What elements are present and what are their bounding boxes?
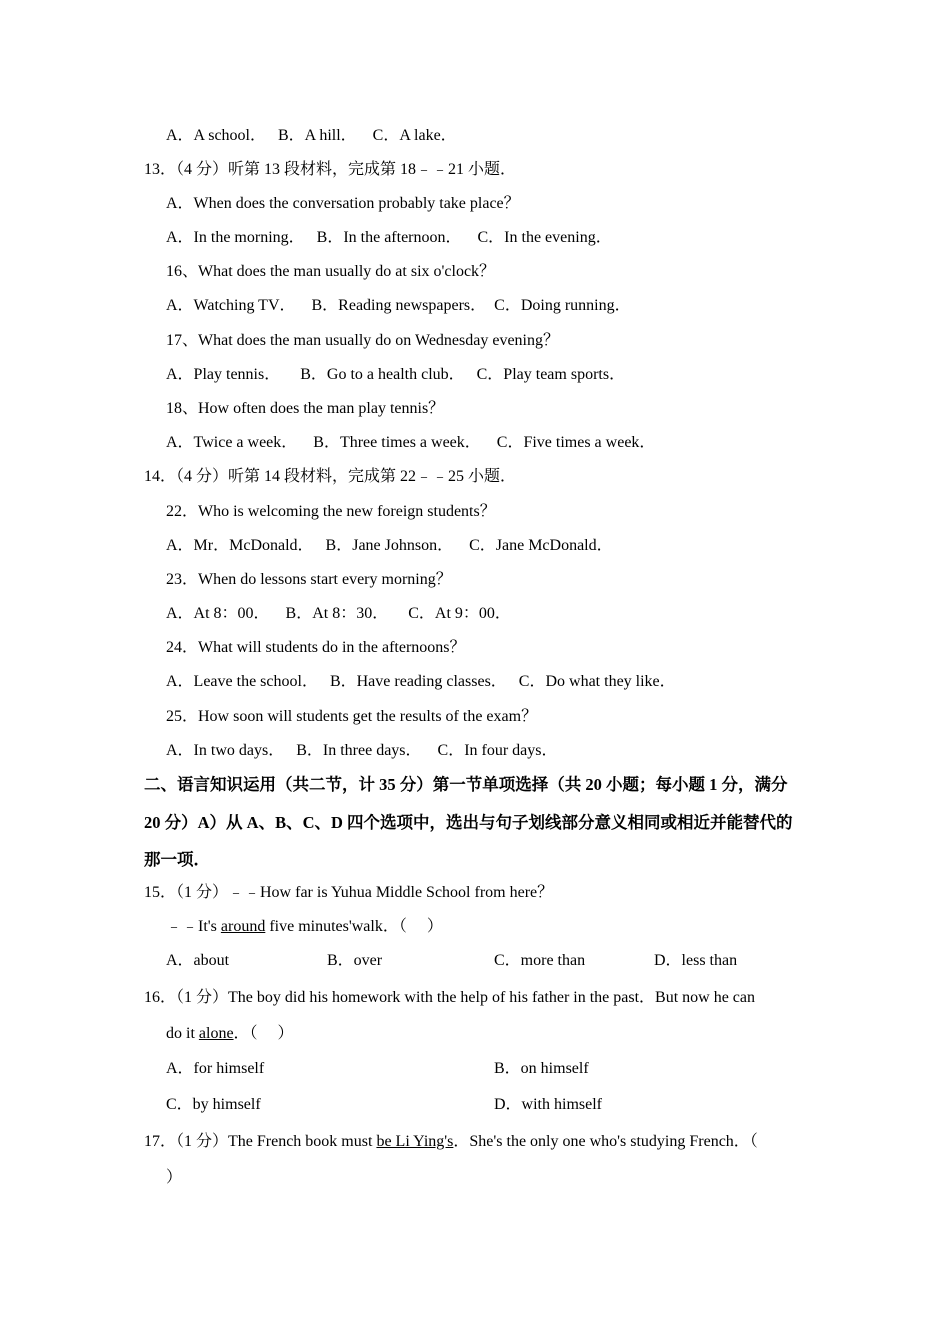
- q23-question: 23．When do lessons start every morning？: [166, 571, 452, 588]
- q16-rest: ．（ ）: [233, 1025, 294, 1042]
- q15-stem: 15．（1 分）﹣﹣How far is Yuhua Middle School from here？: [144, 884, 554, 901]
- q22-options: A．Mr．McDonald． B．Jane Johnson． C．Jane McDonald．: [166, 537, 613, 554]
- q17-pre: 17．（1 分）The French book must: [144, 1133, 377, 1150]
- q16-underlined-word: alone: [198, 1025, 234, 1042]
- q16-options: A．Watching TV． B．Reading newspapers． C．Doing running．: [166, 297, 631, 314]
- q15-option-d: D．less than: [654, 952, 738, 969]
- q17-options: A．Play tennis． B．Go to a health club． C．Play team sports．: [166, 366, 626, 383]
- q15-question: A．When does the conversation probably take place？: [166, 195, 520, 212]
- q18-options: A．Twice a week． B．Three times a week． C．Five times a week．: [166, 434, 656, 451]
- q24-options: A．Leave the school． B．Have reading classes． C．Do what they like．: [166, 673, 676, 690]
- section-heading-line1: 二、语言知识运用（共二节，计 35 分）第一节单项选择（共 20 小题；每小题 1 分，满分: [144, 775, 788, 794]
- q16-option-b: B．on himself: [494, 1060, 589, 1077]
- q12-options: A．A school． B．A hill． C．A lake．: [166, 127, 457, 144]
- q15-rest: five minutes'walk．（ ）: [265, 918, 443, 935]
- q13-heading: 13．（4 分）听第 13 段材料，完成第 18﹣﹣21 小题．: [144, 161, 517, 178]
- q16-question: 16、What does the man usually do at six o'clock？: [166, 263, 496, 280]
- q16-option-c: C．by himself: [166, 1096, 261, 1113]
- q16-option-a: A．for himself: [166, 1060, 265, 1077]
- q17-rest: ．She's the only one who's studying French．（: [453, 1133, 758, 1150]
- q16-stem: 16．（1 分）The boy did his homework with the help of his father in the past．But now he can: [144, 989, 756, 1006]
- q15-option-b: B．over: [327, 952, 383, 969]
- q15-dash: ﹣﹣It's: [166, 918, 221, 935]
- q16-option-d: D．with himself: [494, 1096, 602, 1113]
- q16-pre: do it: [166, 1025, 199, 1042]
- q17-stem-line2: ）: [166, 1169, 183, 1186]
- section-heading-line3: 那一项．: [144, 850, 210, 869]
- q24-question: 24．What will students do in the afternoons？: [166, 639, 466, 656]
- q15-option-a: A．about: [166, 952, 230, 969]
- section-heading-line2: 20 分）A）从 A、B、C、D 四个选项中，选出与句子划线部分意义相同或相近并能替代的: [144, 813, 793, 832]
- q17-stem: [144, 1132, 758, 1152]
- q14-heading: 14．（4 分）听第 14 段材料，完成第 22﹣﹣25 小题．: [144, 468, 517, 485]
- q25-options: A．In two days． B．In three days． C．In four days．: [166, 742, 558, 759]
- q16-stem-line2: [166, 1024, 294, 1044]
- q17-underlined-phrase: be Li Ying's: [376, 1133, 454, 1150]
- q18-question: 18、How often does the man play tennis？: [166, 400, 445, 417]
- q17-question: 17、What does the man usually do on Wednesday evening？: [166, 332, 560, 349]
- q23-options: A．At 8：00． B．At 8：30． C．At 9：00．: [166, 605, 511, 622]
- q15-stem-line2: [166, 917, 443, 937]
- q15-options: A．In the morning． B．In the afternoon． C．In the evening．: [166, 229, 612, 246]
- q15-option-c: C．more than: [494, 952, 586, 969]
- q25-question: 25．How soon will students get the results of the exam？: [166, 708, 538, 725]
- q22-question: 22．Who is welcoming the new foreign students？: [166, 503, 496, 520]
- q15-underlined-word: around: [220, 918, 266, 935]
